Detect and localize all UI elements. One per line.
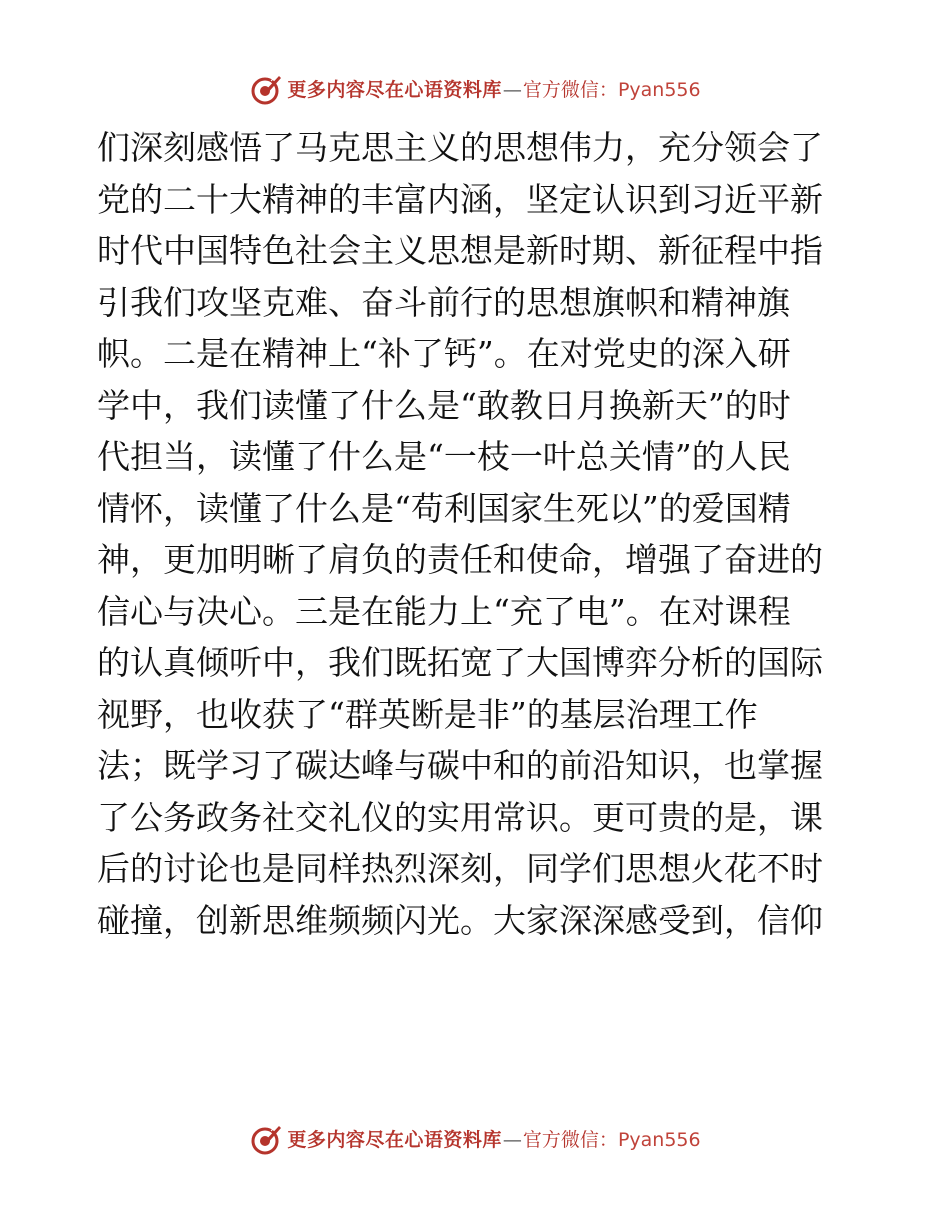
text-line: 情怀，读懂了什么是“苟利国家生死以”的爱国精 <box>97 488 791 528</box>
text-line: 的认真倾听中，我们既拓宽了大国博弈分析的国际 <box>97 643 823 682</box>
text-line: 们深刻感悟了马克思主义的思想伟力，充分领会了 <box>97 128 823 167</box>
text-line: 神，更加明晰了肩负的责任和使命，增强了奋进的 <box>97 540 823 579</box>
document-body <box>97 122 857 946</box>
text-line: 时代中国特色社会主义思想是新时期、新征程中指 <box>97 231 823 270</box>
text-line: 代担当，读懂了什么是“一枝一叶总关情”的人民 <box>97 437 791 476</box>
banner-brand-text: 更多内容尽在心语资料库 <box>287 1128 502 1151</box>
text-line: 帜。二是在精神上“补了钙”。在对党史的深入研 <box>97 334 791 373</box>
banner-brand-text: 更多内容尽在心语资料库 <box>287 78 502 101</box>
banner-wechat-label: 官方微信： <box>522 78 618 101</box>
text-line: 了公务政务社交礼仪的实用常识。更可贵的是，课 <box>97 797 823 837</box>
text-line: 引我们攻坚克难、奋斗前行的思想旗帜和精神旗 <box>97 282 790 322</box>
quill-pen-logo-icon <box>249 73 283 107</box>
banner-wechat-id: Pyan556 <box>617 78 701 101</box>
text-line: 碰撞，创新思维频频闪光。大家深深感受到，信仰 <box>97 900 823 940</box>
banner-wechat-id: Pyan556 <box>617 1128 701 1151</box>
quill-pen-logo-icon <box>249 1123 283 1157</box>
text-line: 法；既学习了碳达峰与碳中和的前沿知识，也掌握 <box>97 746 823 785</box>
text-line: 视野，也收获了“群英断是非”的基层治理工作 <box>97 694 758 734</box>
footer-banner <box>0 1120 950 1160</box>
text-line: 学中，我们读懂了什么是“敢教日月换新天”的时 <box>97 385 791 425</box>
banner-separator: — <box>502 78 522 101</box>
text-line: 后的讨论也是同样热烈深刻，同学们思想火花不时 <box>97 849 823 888</box>
header-banner <box>0 70 950 110</box>
banner-separator: — <box>502 1128 522 1151</box>
text-line: 党的二十大精神的丰富内涵，坚定认识到习近平新 <box>97 179 823 219</box>
text-line: 信心与决心。三是在能力上“充了电”。在对课程 <box>97 591 791 631</box>
banner-wechat-label: 官方微信： <box>522 1128 618 1151</box>
